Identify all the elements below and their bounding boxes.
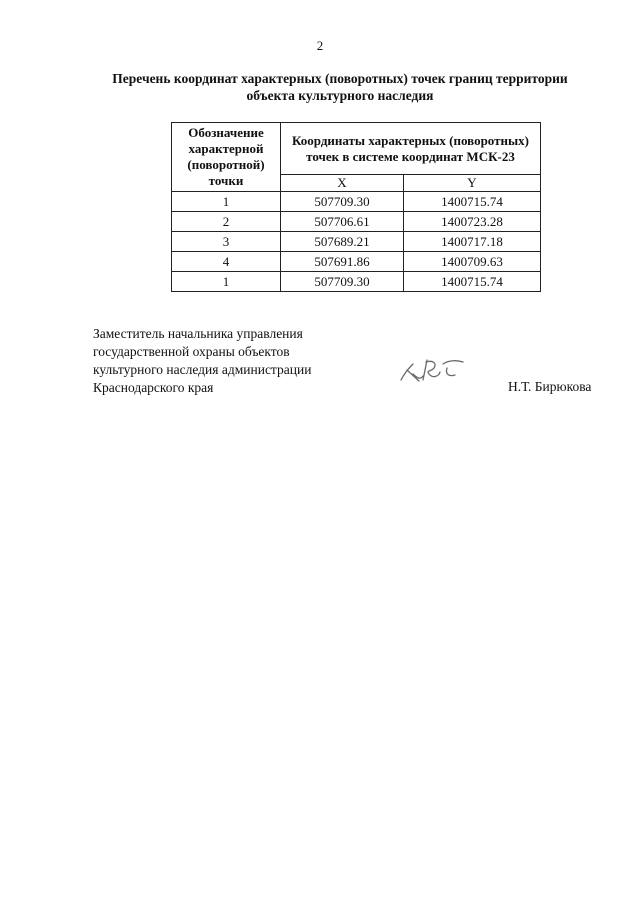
cell-x: 507709.30 (281, 192, 404, 212)
table-row (172, 192, 541, 212)
header-y: Y (403, 175, 540, 192)
position-line-3: культурного наследия администрации (93, 362, 312, 377)
table-row (172, 272, 541, 292)
table-header-row (172, 123, 541, 175)
title-line-1: Перечень координат характерных (поворотных) точек границ территории (112, 71, 568, 86)
handwritten-signature (393, 350, 473, 390)
table-row (172, 252, 541, 272)
title-line-2: объекта культурного наследия (246, 88, 434, 103)
cell-point: 2 (172, 212, 281, 232)
header-x: X (281, 175, 404, 192)
table-row (172, 232, 541, 252)
cell-y: 1400723.28 (403, 212, 540, 232)
cell-point: 3 (172, 232, 281, 252)
position-line-2: государственной охраны объектов (93, 344, 290, 359)
cell-y: 1400715.74 (403, 192, 540, 212)
cell-point: 4 (172, 252, 281, 272)
signatory-position (93, 325, 311, 397)
cell-y: 1400717.18 (403, 232, 540, 252)
position-line-1: Заместитель начальника управления (93, 326, 303, 341)
cell-y: 1400715.74 (403, 272, 540, 292)
header-point-designation: Обозначение характерной (поворотной) точки (172, 123, 281, 192)
table-row (172, 212, 541, 232)
signer-name: Н.Т. Бирюкова (508, 379, 592, 394)
cell-x: 507706.61 (281, 212, 404, 232)
cell-point: 1 (172, 192, 281, 212)
document-title (60, 70, 620, 104)
position-line-4: Краснодарского края (93, 380, 214, 395)
page-number: 2 (316, 38, 324, 53)
cell-x: 507691.86 (281, 252, 404, 272)
coordinates-table (171, 122, 541, 292)
cell-x: 507689.21 (281, 232, 404, 252)
cell-point: 1 (172, 272, 281, 292)
cell-x: 507709.30 (281, 272, 404, 292)
header-coordinates: Координаты характерных (поворотных) точек в системе координат МСК-23 (281, 123, 541, 175)
cell-y: 1400709.63 (403, 252, 540, 272)
